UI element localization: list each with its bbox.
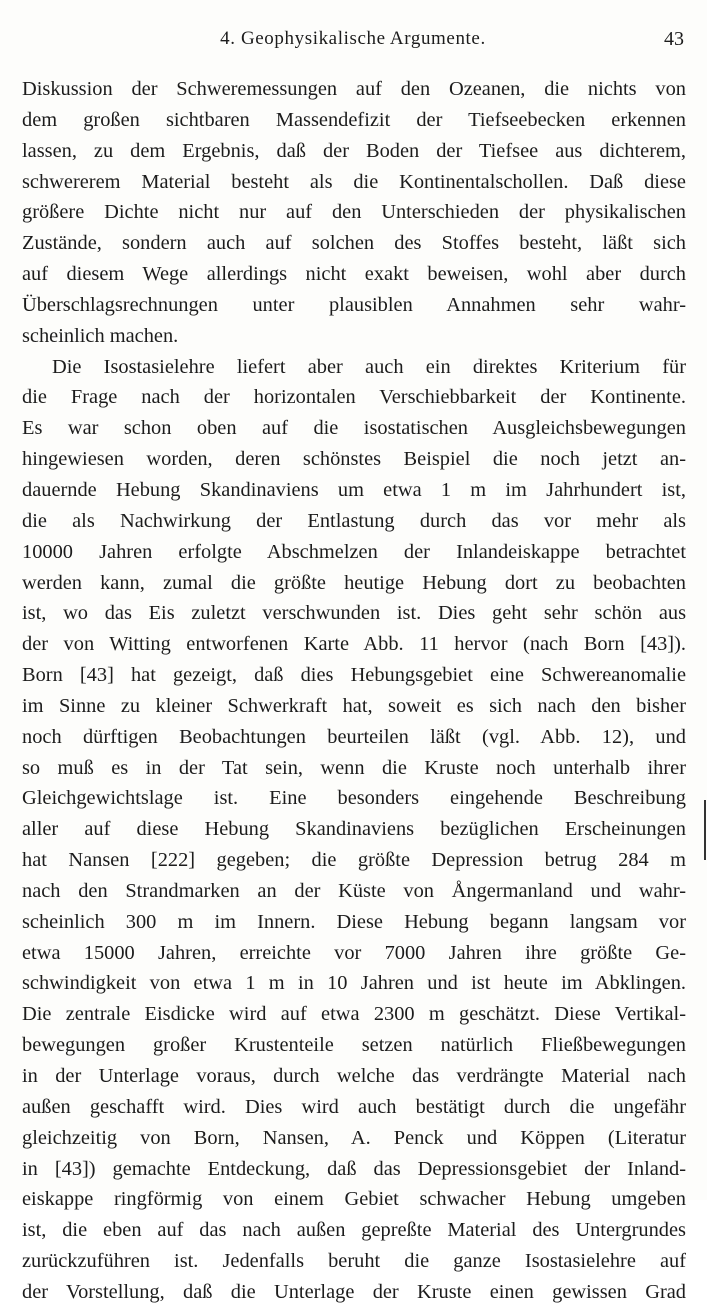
chapter-title: 4. Geophysikalische Argumente. (220, 28, 486, 49)
text-line: werden kann, zumal die größte heutige Hebung dort zu beobachten (22, 571, 686, 594)
text-line: Die zentrale Eisdicke wird auf etwa 2300 m geschätzt. Diese Vertikal- (22, 1003, 686, 1026)
paragraph-end-line: scheinlich machen. (22, 324, 179, 347)
page-number: 43 (664, 28, 684, 50)
text-line: etwa 15000 Jahren, erreichte vor 7000 Jahren ihre größte Ge- (22, 941, 686, 964)
text-line: der von Witting entworfenen Karte Abb. 11 hervor (nach Born [43]). (22, 633, 686, 656)
text-line: hingewiesen worden, deren schönstes Beispiel die noch jetzt an- (22, 448, 686, 471)
text-line: nach den Strandmarken an der Küste von Ångermanland und wahr- (22, 879, 686, 902)
text-line: eiskappe ringförmig von einem Gebiet schwacher Hebung umgeben (22, 1188, 686, 1211)
paragraph-start-line: Die Isostasielehre liefert aber auch ein direktes Kriterium für (52, 355, 686, 378)
text-line: in [43]) gemachte Entdeckung, daß das Depressionsgebiet der Inland- (22, 1157, 686, 1180)
text-line: noch dürftigen Beobachtungen beurteilen läßt (vgl. Abb. 12), und (22, 725, 686, 748)
text-line: so muß es in der Tat sein, wenn die Kruste noch unterhalb ihrer (22, 756, 686, 779)
scan-edge-mark (704, 800, 706, 860)
text-line: zurückzuführen ist. Jedenfalls beruht die ganze Isostasielehre auf (22, 1250, 686, 1273)
text-line: Diskussion der Schweremessungen auf den Ozeanen, die nichts von (22, 78, 686, 100)
text-line: hat Nansen [222] gegeben; die größte Depression betrug 284 m (22, 849, 686, 872)
text-line: größere Dichte nicht nur auf den Unterschieden der physikalischen (22, 201, 686, 224)
text-line: 10000 Jahren erfolgte Abschmelzen der Inlandeiskappe betrachtet (22, 540, 686, 563)
text-line: Es war schon oben auf die isostatischen Ausgleichsbewegungen (22, 417, 686, 440)
text-line: schwindigkeit von etwa 1 m in 10 Jahren und ist heute im Abklingen. (22, 972, 686, 995)
text-line: scheinlich 300 m im Innern. Diese Hebung begann langsam vor (22, 910, 686, 933)
text-line: außen geschafft wird. Dies wird auch bestätigt durch die ungefähr (22, 1095, 686, 1118)
text-line: Überschlagsrechnungen unter plausiblen Annahmen sehr wahr- (22, 293, 686, 316)
text-line: die Frage nach der horizontalen Verschiebbarkeit der Kontinente. (22, 386, 686, 409)
text-line: die als Nachwirkung der Entlastung durch das vor mehr als (22, 509, 686, 532)
text-line: bewegungen großer Krustenteile setzen natürlich Fließbewegungen (22, 1034, 686, 1057)
text-line: im Sinne zu kleiner Schwerkraft hat, soweit es sich nach den bisher (22, 694, 686, 717)
text-line: gleichzeitig von Born, Nansen, A. Penck und Köppen (Literatur (22, 1126, 686, 1149)
text-line: lassen, zu dem Ergebnis, daß der Boden der Tiefsee aus dichterem, (22, 139, 686, 162)
body-text (22, 74, 686, 1308)
text-line: ist, die eben auf das nach außen gepreßte Material des Untergrundes (22, 1219, 686, 1242)
text-line: dem großen sichtbaren Massendefizit der Tiefseebecken erkennen (22, 108, 686, 131)
text-line: Zustände, sondern auch auf solchen des Stoffes besteht, läßt sich (22, 232, 686, 255)
text-line: schwererem Material besteht als die Kontinentalschollen. Daß diese (22, 170, 686, 193)
running-head (22, 28, 684, 58)
text-line: Born [43] hat gezeigt, daß dies Hebungsgebiet eine Schwereanomalie (22, 664, 686, 687)
text-line: aller auf diese Hebung Skandinaviens bezüglichen Erscheinungen (22, 818, 686, 841)
text-line: der Vorstellung, daß die Unterlage der Kruste einen gewissen Grad (22, 1280, 686, 1303)
text-line: Gleichgewichtslage ist. Eine besonders eingehende Beschreibung (22, 787, 686, 810)
text-line: dauernde Hebung Skandinaviens um etwa 1 m im Jahrhundert ist, (22, 478, 686, 501)
text-line: in der Unterlage voraus, durch welche das verdrängte Material nach (22, 1065, 686, 1087)
text-line: auf diesem Wege allerdings nicht exakt beweisen, wohl aber durch (22, 263, 686, 286)
text-line: ist, wo das Eis zuletzt verschwunden ist. Dies geht sehr schön aus (22, 602, 686, 625)
